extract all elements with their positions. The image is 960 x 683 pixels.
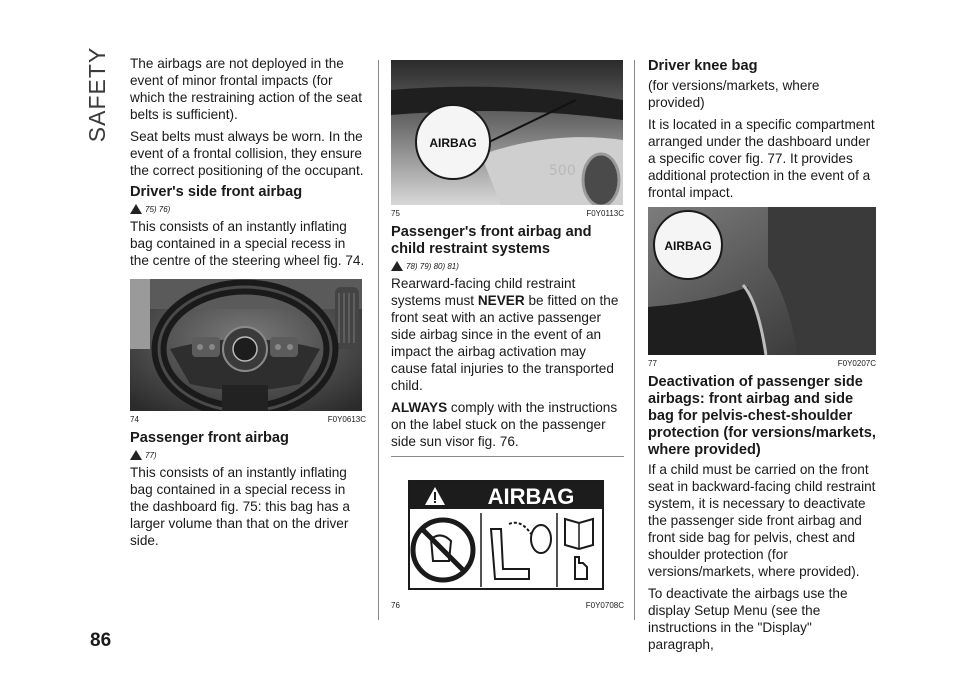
heading-driver-knee-bag: Driver knee bag	[648, 58, 758, 74]
paragraph: The airbags are not deployed in the event of minor frontal impacts (for which the restraining action of the seat belts is sufficient).	[130, 56, 362, 122]
figure-caption	[648, 355, 876, 368]
paragraph: If a child must be carried on the front seat in backward-facing child restraint system, it is necessary to deactivate the passenger side front airbag and front side bag for pelvis, chest and shoulder protection (for versions/markets, where provided).	[648, 462, 876, 579]
warning-reference: 77)	[130, 449, 366, 461]
airbag-warning-label-image	[391, 479, 623, 597]
column-3	[648, 55, 876, 658]
column-1	[130, 55, 366, 554]
column-divider	[378, 60, 379, 620]
dashboard-airbag-image	[391, 60, 623, 205]
paragraph: This consists of an instantly inflating bag contained in a special recess in the dashboard fig. 75: this bag has a larger volume than that on the driver side.	[130, 465, 350, 548]
heading-passenger-front-airbag: Passenger front airbag	[130, 430, 289, 446]
figure-76	[391, 479, 624, 610]
warning-triangle-icon	[130, 204, 142, 214]
figure-number: 74	[130, 415, 139, 424]
figure-caption	[130, 411, 366, 424]
separator	[391, 456, 624, 457]
knee-bag-image	[648, 207, 876, 355]
page-number: 86	[90, 630, 112, 651]
paragraph: It is located in a specific compartment arranged under the dashboard under a specific cover fig. 77. It provides additional protection in the event of a frontal impact.	[648, 117, 875, 200]
section-title-text: SAFETY	[84, 46, 111, 142]
column-2	[391, 60, 624, 616]
paragraph: Seat belts must always be worn. In the event of a frontal collision, they ensure the correct positioning of the occupant.	[130, 129, 364, 178]
warning-reference: 75) 76)	[130, 203, 366, 215]
paragraph: Rearward-facing child restraint systems must NEVER be fitted on the front seat with an active passenger side airbag since in the event of an impact the airbag activation may cause fatal injuries to the transported child.	[391, 276, 619, 393]
steering-wheel-image	[130, 279, 362, 411]
figure-75	[391, 60, 624, 218]
paragraph: (for versions/markets, where provided)	[648, 78, 820, 110]
figure-code: F0Y0207C	[837, 359, 876, 368]
figure-number: 76	[391, 601, 400, 610]
figure-number: 75	[391, 209, 400, 218]
paragraph: ALWAYS comply with the instructions on the label stuck on the passenger side sun visor fig. 76.	[391, 400, 618, 449]
figure-77	[648, 207, 876, 368]
figure-caption	[391, 205, 624, 218]
figure-code: F0Y0708C	[585, 601, 624, 610]
figure-caption	[391, 597, 624, 610]
svg-text:500: 500	[549, 163, 576, 179]
paragraph: This consists of an instantly inflating bag contained in a special recess in the centre of the steering wheel fig. 74.	[130, 219, 365, 268]
figure-code: F0Y0113C	[586, 209, 624, 218]
section-title-vertical	[84, 46, 112, 142]
paragraph: To deactivate the airbags use the display Setup Menu (see the instructions in the "Display" paragraph,	[648, 586, 848, 652]
column-divider	[634, 60, 635, 620]
heading-deactivation-passenger-airbags: Deactivation of passenger side airbags: front airbag and side bag for pelvis-chest-shoulder protection (for versions/markets, where provided)	[648, 374, 876, 458]
fig76-airbag-label: AIRBAG	[487, 484, 575, 509]
warning-triangle-icon	[391, 261, 403, 271]
heading-passenger-airbag-child-restraint: Passenger's front airbag and child restraint systems	[391, 224, 592, 257]
heading-driver-front-airbag: Driver's side front airbag	[130, 184, 303, 200]
figure-number: 77	[648, 359, 657, 368]
fig75-airbag-badge: AIRBAG	[429, 136, 477, 150]
fig77-airbag-badge: AIRBAG	[664, 239, 712, 253]
figure-code: F0Y0613C	[327, 415, 366, 424]
figure-74	[130, 279, 366, 424]
warning-reference: 78) 79) 80) 81)	[391, 260, 624, 272]
warning-triangle-icon	[130, 450, 142, 460]
